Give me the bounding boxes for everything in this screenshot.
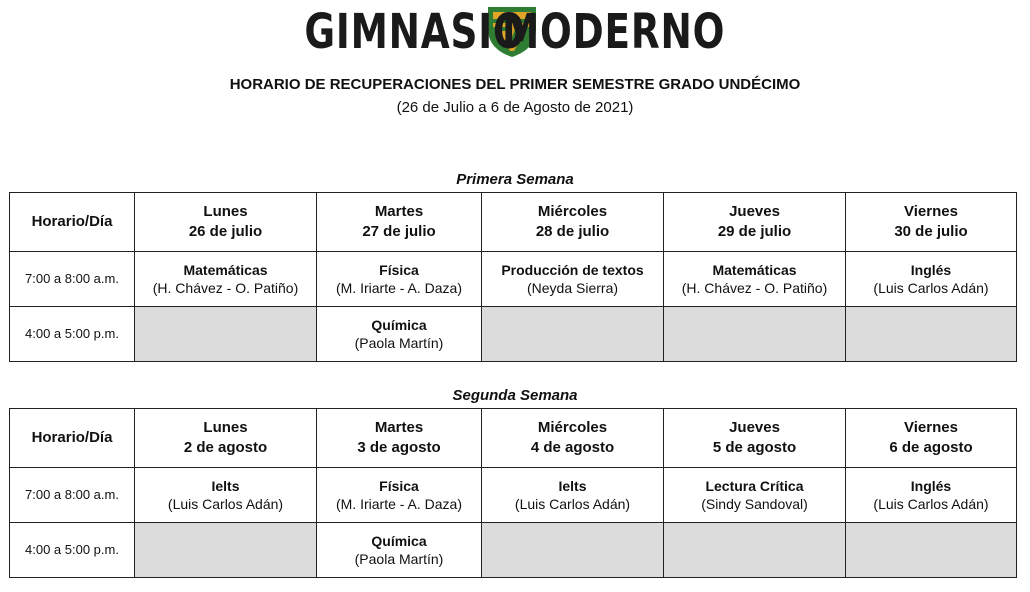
day-header: Martes 3 de agosto <box>317 409 482 468</box>
day-header: Lunes 2 de agosto <box>135 409 317 468</box>
empty-cell <box>846 523 1017 578</box>
document-subtitle: (26 de Julio a 6 de Agosto de 2021) <box>396 99 634 116</box>
table-row-morning <box>10 252 1017 307</box>
empty-cell <box>664 523 846 578</box>
day-header: Martes 27 de julio <box>317 193 482 252</box>
school-logo <box>0 4 1030 60</box>
day-header: Viernes 30 de julio <box>846 193 1017 252</box>
class-cell: Física (M. Iriarte - A. Daza) <box>317 468 482 523</box>
class-cell: Matemáticas (H. Chávez - O. Patiño) <box>135 252 317 307</box>
day-header: Jueves 29 de julio <box>664 193 846 252</box>
week2-caption: Segunda Semana <box>452 387 578 404</box>
corner-header: Horario/Día <box>10 409 135 468</box>
week1-caption: Primera Semana <box>456 171 574 188</box>
class-cell: Ielts (Luis Carlos Adán) <box>482 468 664 523</box>
empty-cell <box>135 307 317 362</box>
empty-cell <box>664 307 846 362</box>
empty-cell <box>482 307 664 362</box>
logo-word-moderno: MODERNO <box>501 4 725 60</box>
time-slot-label: 7:00 a 8:00 a.m. <box>10 468 135 523</box>
day-header: Lunes 26 de julio <box>135 193 317 252</box>
schedule-table-week2 <box>9 408 1017 578</box>
table-header-row <box>10 409 1017 468</box>
day-header: Viernes 6 de agosto <box>846 409 1017 468</box>
empty-cell <box>846 307 1017 362</box>
class-cell: Producción de textos (Neyda Sierra) <box>482 252 664 307</box>
table-row-afternoon <box>10 307 1017 362</box>
empty-cell <box>482 523 664 578</box>
class-cell: Lectura Crítica (Sindy Sandoval) <box>664 468 846 523</box>
class-cell: Ielts (Luis Carlos Adán) <box>135 468 317 523</box>
time-slot-label: 7:00 a 8:00 a.m. <box>10 252 135 307</box>
table-row-morning <box>10 468 1017 523</box>
table-header-row <box>10 193 1017 252</box>
corner-header: Horario/Día <box>10 193 135 252</box>
class-cell: Química (Paola Martín) <box>317 523 482 578</box>
time-slot-label: 4:00 a 5:00 p.m. <box>10 307 135 362</box>
class-cell: Inglés (Luis Carlos Adán) <box>846 468 1017 523</box>
empty-cell <box>135 523 317 578</box>
logo-word-gimnasio: GIMNASIO <box>304 4 526 60</box>
schedule-table-week1 <box>9 192 1017 362</box>
day-header: Jueves 5 de agosto <box>664 409 846 468</box>
table-row-afternoon <box>10 523 1017 578</box>
day-header: Miércoles 28 de julio <box>482 193 664 252</box>
class-cell: Física (M. Iriarte - A. Daza) <box>317 252 482 307</box>
document-title: HORARIO DE RECUPERACIONES DEL PRIMER SEMESTRE GRADO UNDÉCIMO <box>229 76 801 93</box>
class-cell: Matemáticas (H. Chávez - O. Patiño) <box>664 252 846 307</box>
class-cell: Inglés (Luis Carlos Adán) <box>846 252 1017 307</box>
time-slot-label: 4:00 a 5:00 p.m. <box>10 523 135 578</box>
day-header: Miércoles 4 de agosto <box>482 409 664 468</box>
class-cell: Química (Paola Martín) <box>317 307 482 362</box>
